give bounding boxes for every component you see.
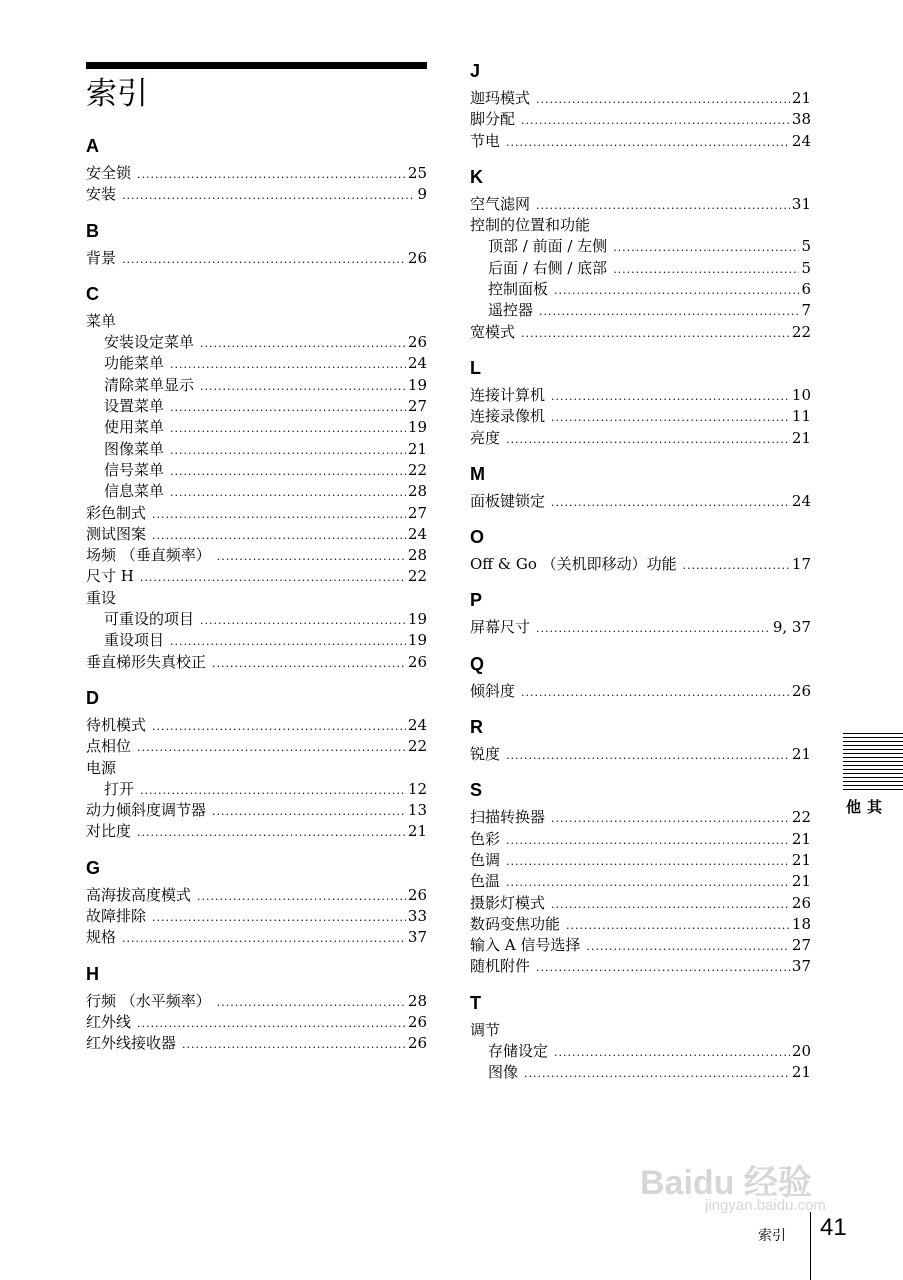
index-entry — [86, 821, 427, 842]
footer-section-label: 索引 — [758, 1228, 786, 1244]
dot-leader — [170, 418, 406, 439]
index-term: 打开 — [104, 779, 135, 798]
index-group — [86, 248, 427, 269]
dot-leader — [212, 653, 406, 674]
index-page-ref: 28 — [407, 482, 427, 501]
index-subentry — [470, 236, 811, 257]
index-term: 尺寸 H — [86, 567, 134, 586]
index-page-ref: 13 — [407, 801, 427, 820]
index-entry — [86, 652, 427, 673]
dot-leader — [122, 185, 415, 206]
index-letter-b: B — [86, 220, 99, 241]
index-term: 对比度 — [86, 822, 132, 841]
index-group — [86, 311, 427, 673]
index-subentry — [86, 375, 427, 396]
dot-leader — [536, 618, 771, 639]
index-page-ref: 27 — [791, 936, 811, 955]
dot-leader — [140, 567, 406, 588]
index-group — [86, 715, 427, 843]
index-term: 空气滤网 — [470, 194, 531, 213]
index-column-right — [470, 55, 811, 1096]
index-page-ref: 24 — [407, 354, 427, 373]
index-entry — [86, 715, 427, 736]
index-page-ref: 26 — [407, 1034, 427, 1053]
index-term: 连接录像机 — [470, 407, 546, 426]
index-term: 清除菜单显示 — [104, 375, 195, 394]
index-term: 输入 A 信号选择 — [470, 936, 581, 955]
index-page-ref: 27 — [407, 397, 427, 416]
index-entry — [470, 935, 811, 956]
index-page-ref: 26 — [407, 248, 427, 267]
dot-leader — [536, 957, 790, 978]
dot-leader — [170, 482, 406, 503]
index-term: Off & Go （关机即移动）功能 — [470, 555, 677, 574]
index-subentry — [86, 460, 427, 481]
index-term: 场频 （垂直频率） — [86, 546, 211, 565]
index-term: 故障排除 — [86, 907, 147, 926]
index-page-ref: 6 — [801, 280, 811, 299]
dot-leader — [170, 631, 406, 652]
watermark-logo: Baidu 经验 — [640, 1164, 812, 1202]
index-subentry — [86, 439, 427, 460]
index-page-ref: 26 — [407, 1012, 427, 1031]
index-subentry — [470, 258, 811, 279]
index-entry — [470, 617, 811, 638]
dot-leader — [137, 737, 406, 758]
index-letter-a: A — [86, 136, 99, 156]
index-entry — [470, 131, 811, 152]
index-term: 菜单 — [86, 311, 117, 330]
index-entry — [470, 88, 811, 109]
dot-leader — [152, 907, 406, 928]
index-term: 高海拔高度模式 — [86, 885, 192, 904]
index-entry — [86, 991, 427, 1012]
page-number: 41 — [820, 1214, 847, 1241]
index-letter-r: R — [470, 717, 483, 738]
index-page-ref: 26 — [407, 885, 427, 904]
index-term: 调节 — [470, 1020, 501, 1039]
index-page-ref: 28 — [407, 991, 427, 1010]
dot-leader — [217, 992, 406, 1013]
page-title: 索引 — [86, 76, 148, 112]
index-page-ref: 9, 37 — [772, 618, 811, 637]
dot-leader — [506, 830, 790, 851]
index-term: 安全锁 — [86, 164, 132, 182]
index-page-ref: 24 — [407, 524, 427, 543]
index-entry — [470, 428, 811, 449]
index-term: 点相位 — [86, 737, 132, 756]
dot-leader — [521, 110, 790, 131]
index-subentry — [86, 609, 427, 630]
title-rule — [86, 62, 427, 69]
section-tab — [843, 733, 903, 814]
index-term: 红外线 — [86, 1012, 132, 1031]
index-term: 红外线接收器 — [86, 1034, 177, 1053]
index-term: 可重设的项目 — [104, 610, 195, 629]
dot-leader — [506, 745, 790, 766]
index-entry — [86, 545, 427, 566]
index-letter-t: T — [470, 992, 481, 1013]
dot-leader — [521, 323, 790, 344]
section-tab-label: 其他 — [844, 799, 883, 814]
index-page-ref: 21 — [791, 745, 811, 764]
index-page-ref: 21 — [791, 89, 811, 107]
watermark-url: jingyan.baidu.com — [705, 1197, 826, 1214]
index-page-ref: 24 — [791, 131, 811, 150]
index-page-ref: 21 — [407, 822, 427, 841]
index-subentry — [86, 417, 427, 438]
index-entry — [470, 1020, 811, 1041]
index-entry — [470, 914, 811, 935]
index-term: 倾斜度 — [470, 681, 516, 700]
index-page-ref: 33 — [407, 907, 427, 926]
index-term: 控制的位置和功能 — [470, 216, 591, 235]
index-letter-l: L — [470, 357, 481, 378]
dot-leader — [524, 1063, 790, 1084]
dot-leader — [170, 461, 406, 482]
index-term: 重设 — [86, 588, 117, 607]
index-page-ref: 28 — [407, 546, 427, 565]
index-entry — [470, 893, 811, 914]
index-group — [470, 491, 811, 512]
dot-leader — [551, 808, 790, 829]
index-entry — [86, 566, 427, 587]
index-term: 电源 — [86, 758, 117, 777]
dot-leader — [140, 780, 406, 801]
index-page-ref: 11 — [791, 407, 811, 426]
dot-leader — [197, 886, 406, 907]
index-term: 扫描转换器 — [470, 808, 546, 827]
dot-leader — [170, 397, 406, 418]
index-term: 背景 — [86, 248, 117, 267]
index-page-ref: 22 — [407, 737, 427, 756]
index-term: 彩色制式 — [86, 503, 147, 522]
index-entry — [470, 681, 811, 702]
index-page-ref: 18 — [791, 914, 811, 933]
index-page-ref: 22 — [791, 322, 811, 341]
index-entry — [86, 885, 427, 906]
index-term: 信号菜单 — [104, 460, 165, 479]
index-letter-h: H — [86, 963, 99, 984]
index-entry — [86, 1033, 427, 1054]
index-entry — [470, 850, 811, 871]
section-tab-stripes — [843, 733, 903, 791]
index-page-ref: 25 — [407, 164, 427, 182]
index-entry — [470, 744, 811, 765]
index-page-ref: 21 — [791, 872, 811, 891]
dot-leader — [137, 1013, 406, 1034]
index-term: 重设项目 — [104, 631, 165, 650]
index-group — [470, 807, 811, 977]
index-page-ref: 26 — [407, 333, 427, 352]
dot-leader — [152, 504, 406, 525]
index-entry — [470, 491, 811, 512]
index-entry — [86, 758, 427, 779]
index-entry — [86, 736, 427, 757]
index-page-ref: 7 — [801, 301, 811, 320]
dot-leader — [586, 936, 790, 957]
index-term: 待机模式 — [86, 715, 147, 734]
dot-leader — [200, 333, 406, 354]
index-term: 节电 — [470, 131, 501, 150]
dot-leader — [200, 376, 406, 397]
index-subentry — [470, 1062, 811, 1083]
index-letter-d: D — [86, 687, 99, 708]
index-term: 安装 — [86, 185, 117, 204]
dot-leader — [506, 851, 790, 872]
dot-leader — [613, 259, 799, 280]
index-page-ref: 37 — [791, 957, 811, 976]
index-term: 图像 — [488, 1063, 519, 1082]
index-entry — [86, 1012, 427, 1033]
index-subentry — [86, 332, 427, 353]
index-group — [470, 194, 811, 343]
index-group — [470, 385, 811, 449]
index-group — [86, 885, 427, 949]
index-letter-c: C — [86, 283, 99, 304]
index-term: 设置菜单 — [104, 397, 165, 416]
index-term: 顶部 / 前面 / 左侧 — [488, 237, 608, 256]
dot-leader — [554, 1042, 790, 1063]
index-term: 功能菜单 — [104, 354, 165, 373]
index-page-ref: 24 — [791, 491, 811, 510]
index-term: 存储设定 — [488, 1042, 549, 1061]
index-page-ref: 19 — [407, 375, 427, 394]
index-group — [470, 681, 811, 702]
index-page-ref: 10 — [791, 385, 811, 404]
index-page-ref: 22 — [407, 460, 427, 479]
dot-leader — [521, 682, 790, 703]
index-entry — [86, 503, 427, 524]
index-group — [86, 991, 427, 1055]
dot-leader — [551, 492, 790, 513]
index-entry — [86, 248, 427, 269]
index-group — [470, 744, 811, 765]
index-entry — [86, 927, 427, 948]
index-page-ref: 9 — [417, 185, 427, 204]
dot-leader — [536, 89, 790, 110]
index-letter-k: K — [470, 166, 483, 187]
index-page-ref: 5 — [801, 237, 811, 256]
index-entry — [86, 906, 427, 927]
index-entry — [470, 554, 811, 575]
footer-divider — [810, 1212, 811, 1280]
index-page-ref: 21 — [791, 1063, 811, 1082]
index-term: 动力倾斜度调节器 — [86, 801, 207, 820]
index-subentry — [470, 279, 811, 300]
index-term: 面板键锁定 — [470, 491, 546, 510]
index-term: 脚分配 — [470, 110, 516, 129]
index-page-ref: 21 — [791, 829, 811, 848]
index-column-left — [86, 130, 427, 1067]
index-subentry — [86, 481, 427, 502]
dot-leader — [182, 1034, 406, 1055]
index-letter-j: J — [470, 61, 481, 81]
index-subentry — [86, 630, 427, 651]
dot-leader — [152, 525, 406, 546]
index-entry — [86, 311, 427, 332]
dot-leader — [566, 915, 790, 936]
index-letter-q: Q — [470, 653, 485, 674]
index-page-ref: 37 — [407, 928, 427, 947]
dot-leader — [122, 928, 406, 949]
index-page-ref: 17 — [791, 555, 811, 574]
index-group — [470, 554, 811, 575]
index-term: 行频 （水平频率） — [86, 991, 211, 1010]
index-page-ref: 38 — [791, 110, 811, 129]
index-term: 迦玛模式 — [470, 89, 531, 107]
index-term: 图像菜单 — [104, 439, 165, 458]
index-subentry — [86, 353, 427, 374]
dot-leader — [506, 429, 790, 450]
index-term: 摄影灯模式 — [470, 893, 546, 912]
index-term: 色调 — [470, 850, 501, 869]
index-entry — [86, 800, 427, 821]
index-letter-s: S — [470, 780, 483, 801]
index-term: 屏幕尺寸 — [470, 618, 531, 637]
index-page-ref: 22 — [791, 808, 811, 827]
index-term: 控制面板 — [488, 280, 549, 299]
index-letter-o: O — [470, 527, 485, 548]
index-group — [470, 88, 811, 152]
dot-leader — [152, 716, 406, 737]
dot-leader — [551, 386, 790, 407]
index-entry — [86, 588, 427, 609]
dot-leader — [613, 237, 799, 258]
dot-leader — [137, 164, 406, 185]
index-page-ref: 26 — [791, 681, 811, 700]
index-term: 垂直梯形失真校正 — [86, 652, 207, 671]
index-entry — [470, 807, 811, 828]
dot-leader — [506, 872, 790, 893]
dot-leader — [551, 407, 790, 428]
index-page-ref: 26 — [791, 893, 811, 912]
index-term: 数码变焦功能 — [470, 914, 561, 933]
index-term: 锐度 — [470, 745, 501, 764]
index-page-ref: 22 — [407, 567, 427, 586]
dot-leader — [137, 822, 406, 843]
index-subentry — [470, 300, 811, 321]
index-term: 色彩 — [470, 829, 501, 848]
dot-leader — [170, 440, 406, 461]
dot-leader — [506, 132, 790, 153]
index-entry — [470, 194, 811, 215]
index-group — [470, 617, 811, 638]
index-entry — [470, 215, 811, 236]
index-term: 遥控器 — [488, 301, 534, 320]
index-term: 连接计算机 — [470, 385, 546, 404]
index-group — [470, 1020, 811, 1084]
dot-leader — [539, 301, 799, 322]
index-entry — [470, 406, 811, 427]
index-term: 后面 / 右侧 / 底部 — [488, 258, 608, 277]
index-page-ref: 20 — [791, 1042, 811, 1061]
index-term: 安装设定菜单 — [104, 333, 195, 352]
index-entry — [470, 829, 811, 850]
dot-leader — [554, 280, 799, 301]
index-page-ref: 5 — [801, 258, 811, 277]
index-term: 信息菜单 — [104, 482, 165, 501]
dot-leader — [683, 555, 790, 576]
index-page-ref: 26 — [407, 652, 427, 671]
index-term: 随机附件 — [470, 957, 531, 976]
index-entry — [470, 109, 811, 130]
index-page-ref: 31 — [791, 194, 811, 213]
index-entry — [86, 163, 427, 184]
index-entry — [470, 385, 811, 406]
index-entry — [470, 322, 811, 343]
index-page-ref: 19 — [407, 610, 427, 629]
index-letter-m: M — [470, 463, 485, 484]
index-term: 色温 — [470, 872, 501, 891]
index-term: 规格 — [86, 928, 117, 947]
index-letter-g: G — [86, 857, 101, 878]
index-letter-p: P — [470, 590, 483, 611]
dot-leader — [217, 546, 406, 567]
dot-leader — [212, 801, 406, 822]
index-subentry — [86, 779, 427, 800]
index-page-ref: 21 — [791, 850, 811, 869]
index-term: 宽模式 — [470, 322, 516, 341]
index-term: 使用菜单 — [104, 418, 165, 437]
dot-leader — [536, 195, 790, 216]
index-term: 测试图案 — [86, 524, 147, 543]
index-page-ref: 21 — [791, 428, 811, 447]
index-entry — [86, 524, 427, 545]
index-entry — [86, 184, 427, 205]
index-entry — [470, 956, 811, 977]
index-entry — [470, 871, 811, 892]
index-subentry — [470, 1041, 811, 1062]
index-page-ref: 21 — [407, 439, 427, 458]
index-page-ref: 19 — [407, 631, 427, 650]
index-page-ref: 27 — [407, 503, 427, 522]
index-group — [86, 163, 427, 206]
index-page-ref: 19 — [407, 418, 427, 437]
dot-leader — [200, 610, 406, 631]
index-page-ref: 24 — [407, 715, 427, 734]
index-term: 亮度 — [470, 428, 501, 447]
index-page-ref: 12 — [407, 779, 427, 798]
dot-leader — [122, 249, 406, 270]
dot-leader — [170, 354, 406, 375]
index-subentry — [86, 396, 427, 417]
dot-leader — [551, 894, 790, 915]
